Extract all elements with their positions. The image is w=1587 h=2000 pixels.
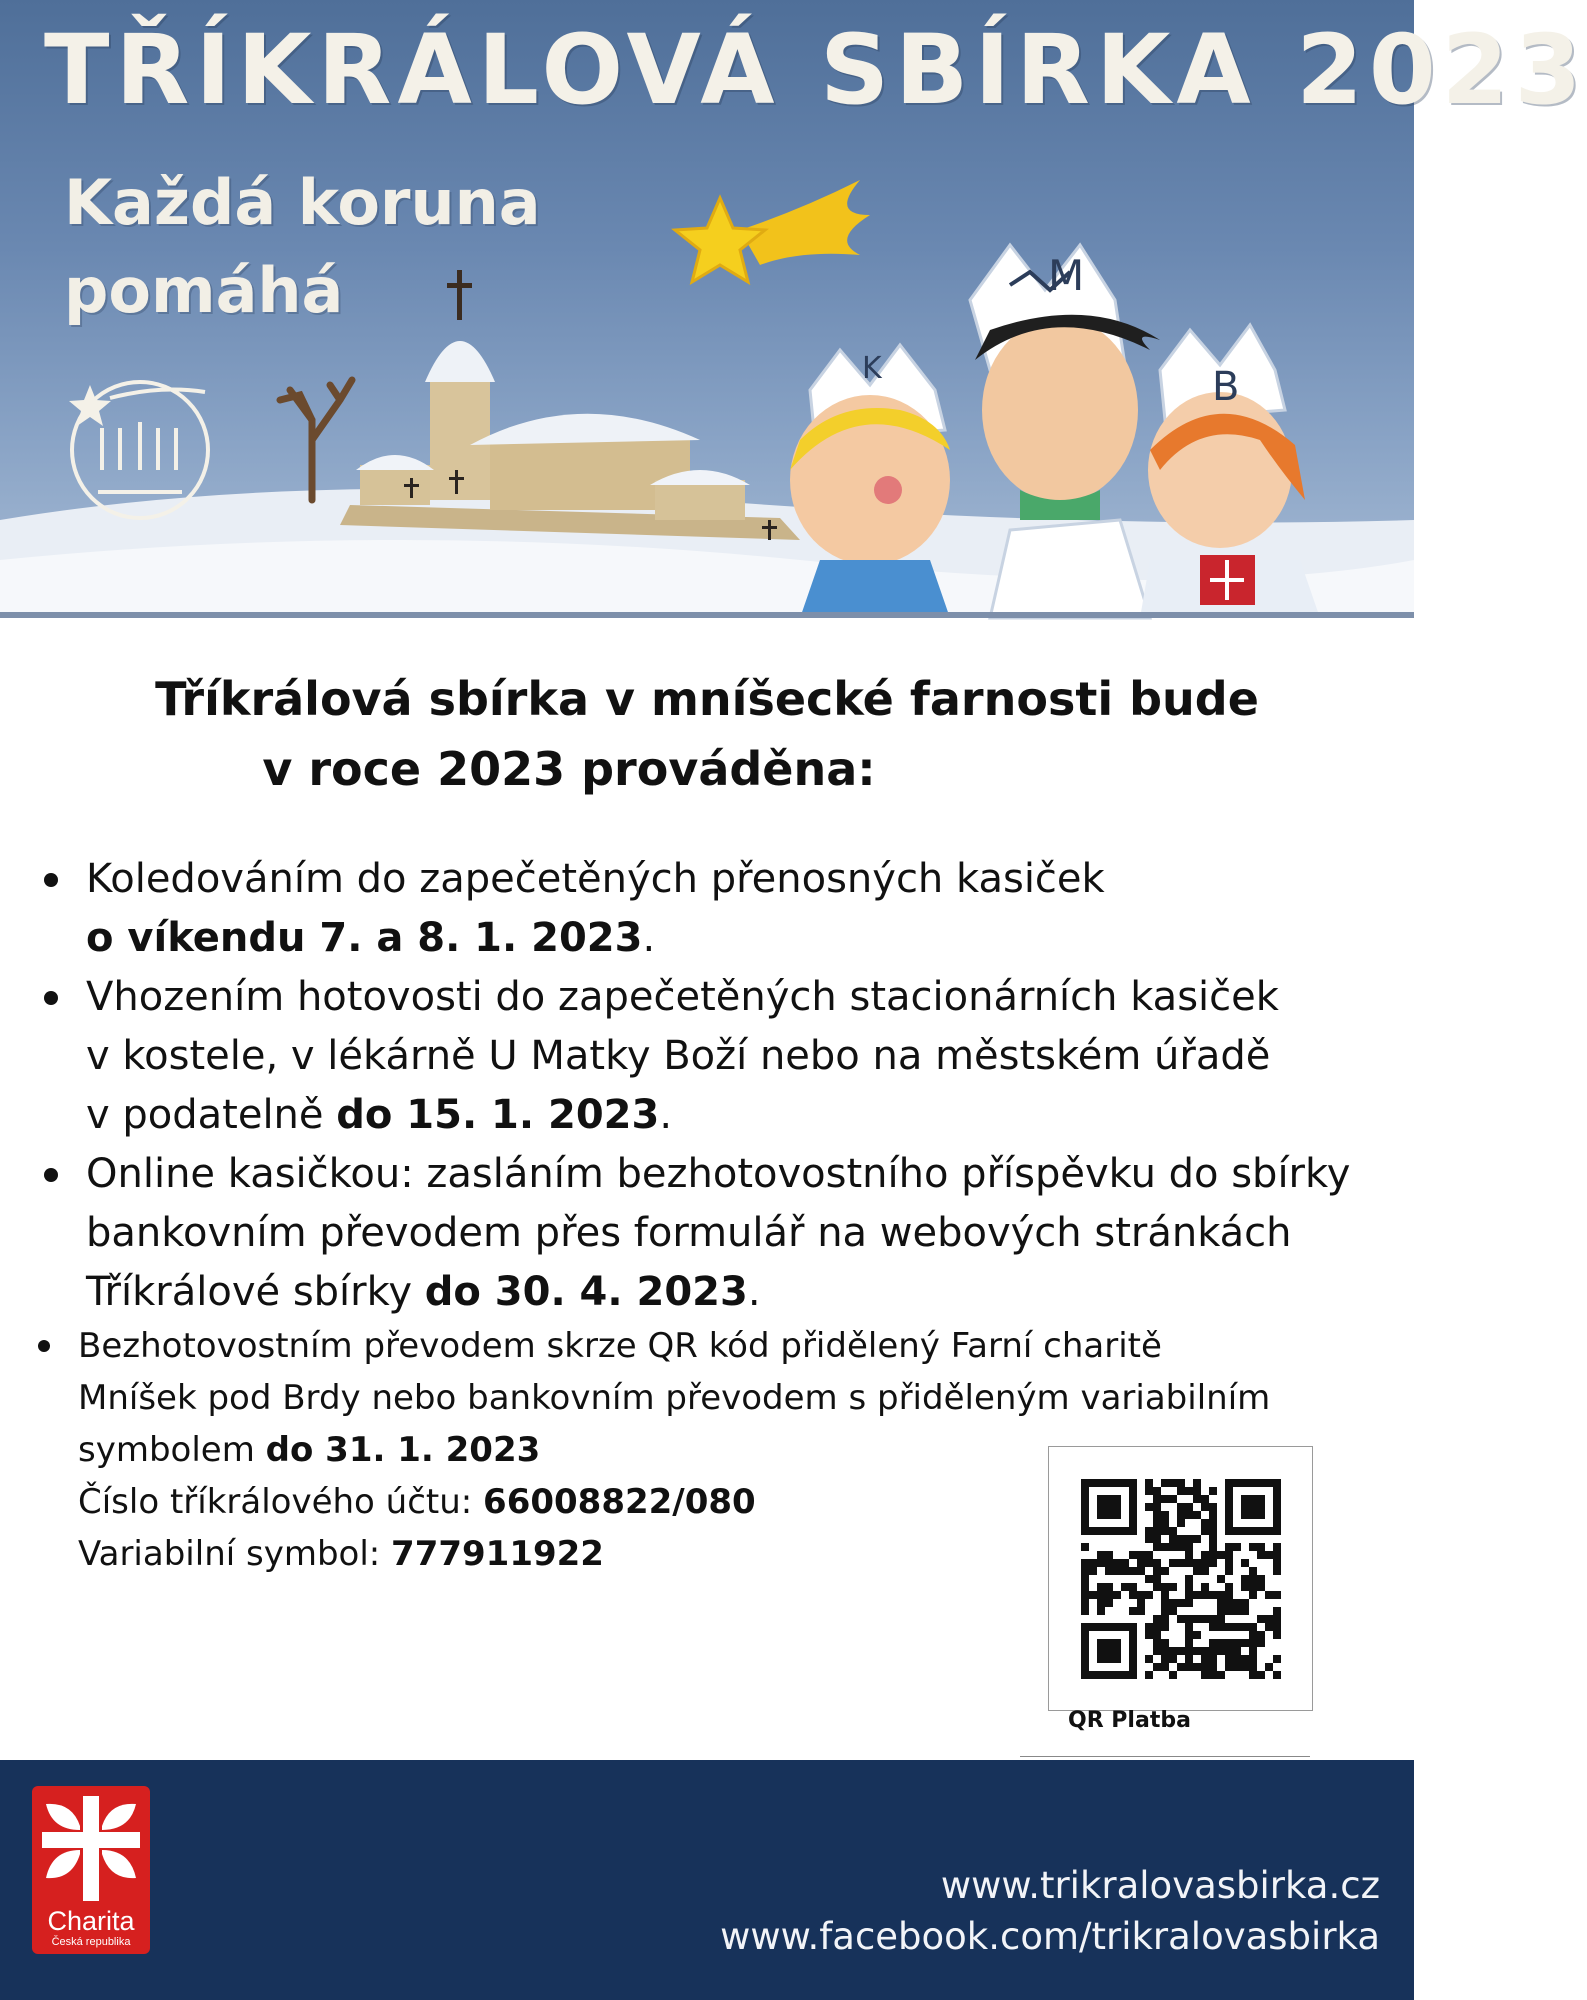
variable-symbol: 777911922 [391,1534,604,1574]
bullet-1-line1: Koledováním do zapečetěných přenosných kasiček [86,856,1105,902]
bullet-4-line3: symbolem do 31. 1. 2023 [78,1430,541,1470]
bullet-2-line2: v kostele, v lékárně U Matky Boží nebo na městském úřadě [86,1033,1271,1079]
bullet-3-line2: bankovním převodem přes formulář na webových stránkách [86,1210,1292,1256]
three-kings-illustration [790,245,1320,618]
church-icon [340,270,800,540]
bullet-1-date: o víkendu 7. a 8. 1. 2023 [86,915,643,961]
bullet-dot [44,1168,58,1182]
bullet-3-line1: Online kasičkou: zasláním bezhotovostního příspěvku do sbírky [86,1151,1351,1197]
footer [0,1760,1414,2000]
header-banner [0,0,1587,618]
website-link[interactable]: www.trikralovasbirka.cz [940,1864,1380,1907]
charita-name: Charita [47,1906,135,1936]
charita-logo [32,1786,150,1954]
bullet-dot [38,1340,50,1352]
crown-letter-k: K [862,351,882,386]
crown-letter-m: M [1048,251,1085,300]
banner-slogan-line1: Každá koruna [64,166,541,239]
charita-subtitle: Česká republika [51,1936,131,1948]
bullet-3-line3: Tříkrálové sbírky do 30. 4. 2023. [86,1269,761,1315]
shooting-star-icon [675,180,870,282]
bullet-4-line2: Mníšek pod Brdy nebo bankovním převodem s přiděleným variabilním [78,1378,1271,1418]
qr-label: QR Platba [1068,1708,1191,1733]
bullet-2-line3: v podatelně do 15. 1. 2023. [86,1092,673,1138]
variable-symbol-line: Variabilní symbol: 777911922 [78,1534,604,1574]
account-number-line: Číslo tříkrálového účtu: 66008822/080 [78,1482,756,1522]
tree-icon [280,380,352,500]
qr-code-frame [1048,1446,1313,1711]
bullet-dot [44,873,58,887]
account-number: 66008822/080 [483,1482,756,1522]
trikralova-logo-icon [69,382,208,518]
divider [1020,1756,1310,1757]
bullet-dot [44,991,58,1005]
facebook-link[interactable]: www.facebook.com/trikralovasbirka [720,1915,1380,1958]
bullet-4-date: do 31. 1. 2023 [265,1430,541,1470]
banner-title: TŘÍKRÁLOVÁ SBÍRKA 2023 [44,14,1587,126]
crown-letter-b: B [1212,364,1240,410]
bullet-2-date: do 15. 1. 2023 [336,1092,660,1138]
page-heading-line1: Tříkrálová sbírka v mníšecké farnosti bude [155,672,1259,726]
bullet-1-line2: o víkendu 7. a 8. 1. 2023. [86,915,656,961]
banner-slogan-line2: pomáhá [64,254,344,327]
qr-code[interactable] [1081,1479,1281,1679]
page-heading-line2: v roce 2023 prováděna: [262,742,876,796]
bullet-3-date: do 30. 4. 2023 [424,1269,748,1315]
charita-cross-icon [32,1786,150,1906]
bullet-4-line1: Bezhotovostním převodem skrze QR kód přidělený Farní charitě [78,1326,1162,1366]
bullet-2-line1: Vhozením hotovosti do zapečetěných stacionárních kasiček [86,974,1279,1020]
